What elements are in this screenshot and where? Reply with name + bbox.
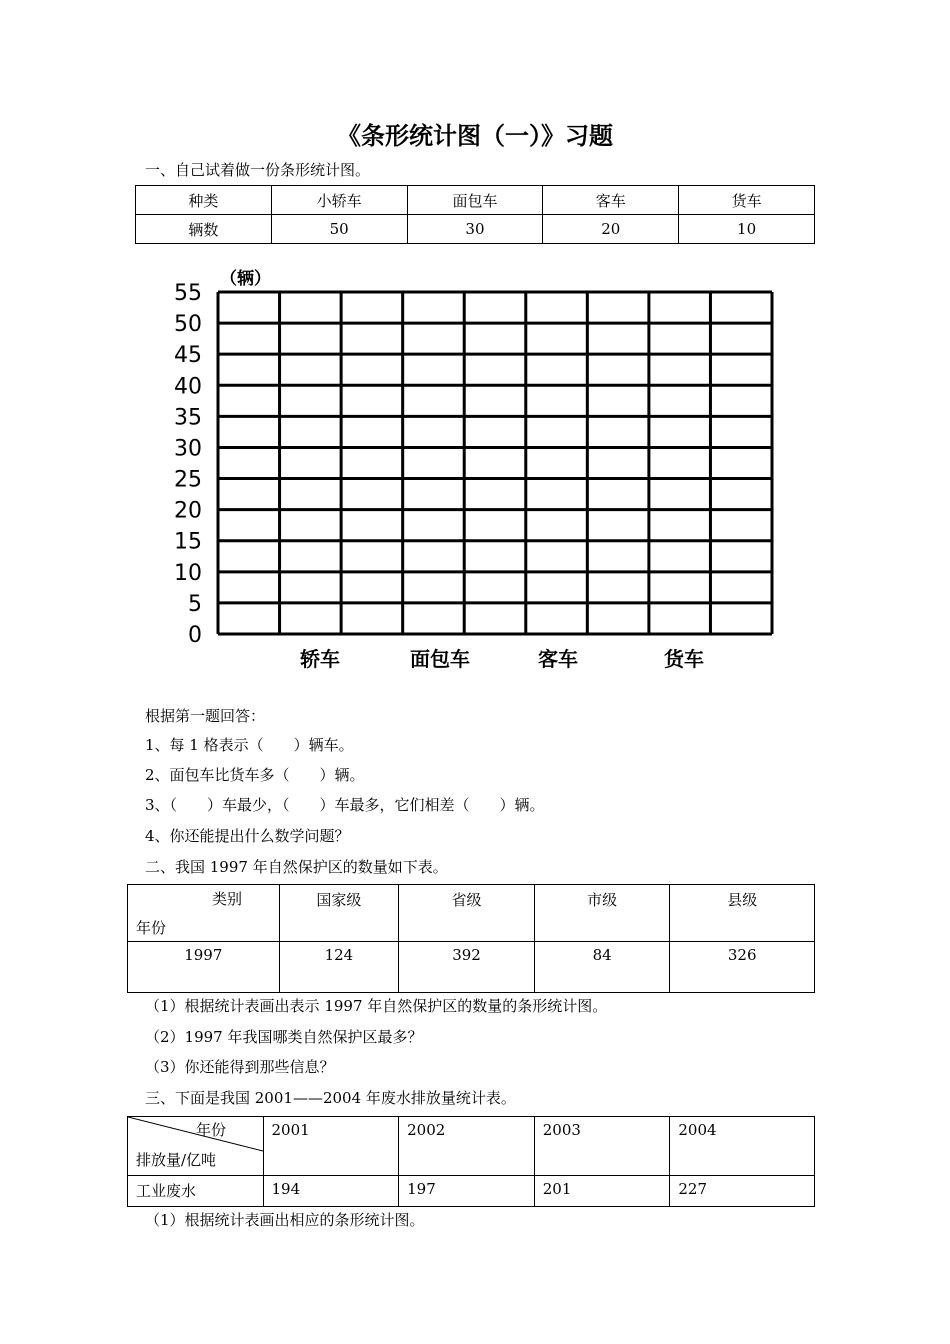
y-tick-label: 5 xyxy=(188,591,202,617)
answer-item-1: 1、每 1 格表示（ ）辆车。 xyxy=(145,736,354,754)
table-cell: 194 xyxy=(263,1176,399,1207)
y-tick-label: 25 xyxy=(174,467,202,493)
y-axis-unit: （辆） xyxy=(220,269,271,289)
table-cell: 小轿车 xyxy=(271,186,407,215)
table-cell: 392 xyxy=(399,942,535,993)
q2-item-2: （2）1997 年我国哪类自然保护区最多？ xyxy=(145,1028,423,1046)
answer-item-2: 2、面包车比货车多（ ）辆。 xyxy=(145,766,365,784)
table-cell: 种类 xyxy=(136,186,272,215)
table-cell: 辆数 xyxy=(136,215,272,244)
table-cell: 197 xyxy=(399,1176,535,1207)
q1-table xyxy=(135,185,815,244)
table-cell: 市级 xyxy=(534,885,670,942)
table-cell: 50 xyxy=(271,215,407,244)
table-row xyxy=(128,942,815,993)
y-tick-label: 10 xyxy=(174,560,202,586)
table-row xyxy=(128,1176,815,1207)
y-tick-label: 50 xyxy=(174,312,202,338)
q1-heading: 一、自己试着做一份条形统计图。 xyxy=(145,161,371,179)
y-tick-label: 30 xyxy=(174,436,202,462)
table-cell: 国家级 xyxy=(279,885,399,942)
table-cell: 84 xyxy=(534,942,670,993)
answer-item-4: 4、你还能提出什么数学问题？ xyxy=(145,827,350,845)
table-cell: 2002 xyxy=(399,1117,535,1176)
table-cell: 省级 xyxy=(399,885,535,942)
x-categories xyxy=(299,647,704,671)
table-cell: 326 xyxy=(670,942,815,993)
table-cell: 县级 xyxy=(670,885,815,942)
q2-heading: 二、我国 1997 年自然保护区的数量如下表。 xyxy=(145,858,448,876)
q3-heading: 三、下面是我国 2001——2004 年废水排放量统计表。 xyxy=(145,1089,516,1107)
table-cell: 工业废水 xyxy=(128,1176,264,1207)
x-category-label: 客车 xyxy=(538,647,578,671)
table-cell: 10 xyxy=(679,215,815,244)
q2-item-1: （1）根据统计表画出表示 1997 年自然保护区的数量的条形统计图。 xyxy=(145,997,608,1015)
table-cell: 2001 xyxy=(263,1117,399,1176)
y-tick-label: 0 xyxy=(188,623,202,648)
x-category-label: 轿车 xyxy=(300,647,340,671)
y-tick-label: 55 xyxy=(174,281,202,306)
x-category-label: 货车 xyxy=(664,647,704,671)
y-ticks xyxy=(174,281,202,648)
table-corner-cell xyxy=(128,885,280,942)
table-row xyxy=(128,1117,815,1176)
y-tick-label: 40 xyxy=(174,374,202,400)
table-corner-cell xyxy=(128,1117,264,1176)
table-cell: 227 xyxy=(670,1176,815,1207)
grid-lines xyxy=(218,292,772,634)
answers-intro: 根据第一题回答： xyxy=(145,707,266,725)
y-tick-label: 20 xyxy=(174,498,202,524)
bar-chart-grid xyxy=(160,258,800,678)
corner-bottom-label: 排放量/亿吨 xyxy=(136,1151,217,1169)
x-category-label: 面包车 xyxy=(410,647,470,671)
table-cell: 124 xyxy=(279,942,399,993)
corner-bottom-label: 年份 xyxy=(136,919,167,937)
table-cell: 面包车 xyxy=(407,186,543,215)
table-cell: 客车 xyxy=(543,186,679,215)
corner-top-label: 类别 xyxy=(212,890,243,908)
q3-table xyxy=(127,1116,815,1207)
y-tick-label: 45 xyxy=(174,343,202,369)
table-cell: 货车 xyxy=(679,186,815,215)
table-cell: 1997 xyxy=(128,942,280,993)
q2-item-3: （3）你还能得到那些信息？ xyxy=(145,1058,335,1076)
table-cell: 30 xyxy=(407,215,543,244)
table-row xyxy=(136,186,815,215)
corner-top-label: 年份 xyxy=(196,1121,227,1139)
q2-table xyxy=(127,884,815,993)
answer-item-3: 3、（ ）车最少，（ ）车最多，它们相差（ ）辆。 xyxy=(145,796,545,814)
table-cell: 2004 xyxy=(670,1117,815,1176)
y-tick-label: 35 xyxy=(174,405,202,431)
table-row xyxy=(136,215,815,244)
table-cell: 201 xyxy=(534,1176,670,1207)
y-tick-label: 15 xyxy=(174,529,202,555)
page-title: 《条形统计图（一）》习题 xyxy=(337,121,613,150)
table-row xyxy=(128,885,815,942)
q3-item-1: （1）根据统计表画出相应的条形统计图。 xyxy=(145,1211,425,1229)
table-cell: 20 xyxy=(543,215,679,244)
table-cell: 2003 xyxy=(534,1117,670,1176)
